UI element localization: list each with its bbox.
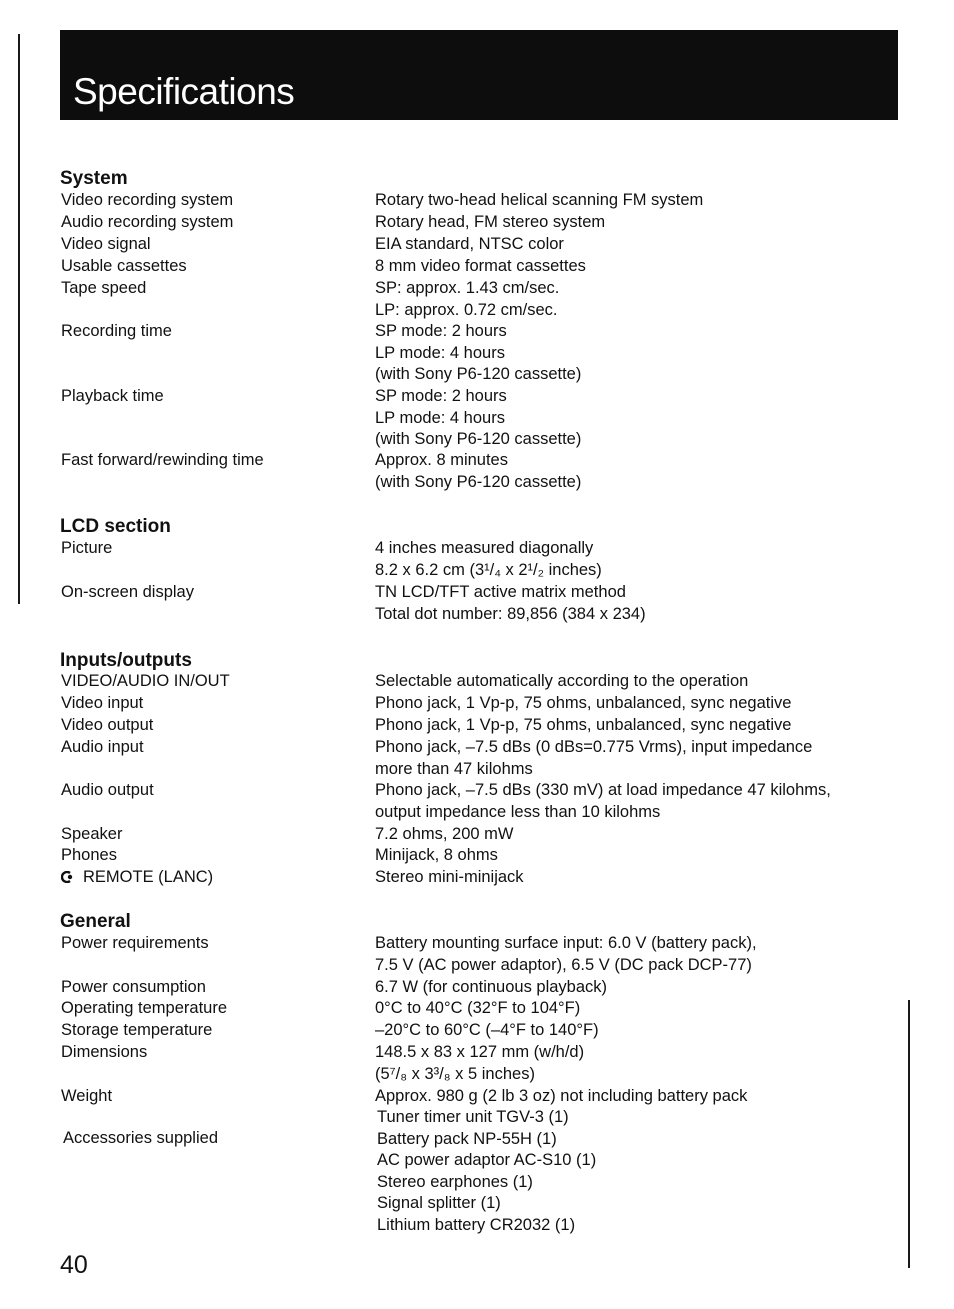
spec-label: On-screen display [61, 583, 194, 601]
spec-value-line: LP mode: 4 hours [375, 343, 505, 362]
spec-value [375, 737, 812, 780]
spec-value [377, 1107, 596, 1237]
spec-value-line: (with Sony P6-120 cassette) [375, 472, 582, 491]
spec-value [375, 977, 607, 999]
spec-value-line: 8.2 x 6.2 cm (3¹/₄ x 2¹/₂ inches) [375, 560, 602, 579]
section-title-general: General [60, 911, 131, 932]
spec-value [375, 824, 513, 846]
spec-value-line: more than 47 kilohms [375, 759, 533, 778]
spec-value-line: Stereo mini-minijack [375, 868, 524, 886]
spec-value [375, 278, 559, 321]
spec-label-remote [61, 867, 213, 889]
header-bar [60, 30, 898, 120]
spec-value [375, 386, 581, 451]
spec-label: Usable cassettes [61, 257, 187, 275]
section-title-lcd: LCD section [60, 516, 171, 537]
spec-label: Fast forward/rewinding time [61, 451, 264, 469]
section-title-inputs-outputs: Inputs/outputs [60, 650, 192, 671]
spec-value-line: Signal splitter (1) [377, 1194, 501, 1213]
spec-value [375, 234, 564, 256]
spec-value-line: 6.7 W (for continuous playback) [375, 978, 608, 996]
spec-value [375, 212, 605, 234]
right-margin-rule [908, 1000, 910, 1268]
spec-label: Weight [61, 1087, 113, 1105]
spec-value-line: Stereo earphones (1) [377, 1172, 533, 1191]
spec-value-line: SP mode: 2 hours [375, 387, 507, 405]
spec-value-line: –20°C to 60°C (–4°F to 140°F) [375, 1021, 599, 1039]
spec-value [375, 780, 831, 823]
spec-value-line: Rotary two-head helical scanning FM system [375, 191, 704, 209]
spec-value [375, 450, 581, 493]
spec-label: Audio recording system [61, 213, 234, 231]
spec-label: Power consumption [61, 978, 206, 996]
spec-value [375, 693, 791, 715]
spec-value-line: AC power adaptor AC-S10 (1) [377, 1151, 597, 1170]
spec-label: Picture [61, 539, 113, 557]
spec-label: Dimensions [61, 1043, 148, 1061]
spec-value [375, 715, 791, 737]
spec-value-line: Phono jack, 1 Vp-p, 75 ohms, unbalanced, sync negative [375, 694, 792, 712]
spec-label: Accessories supplied [63, 1129, 218, 1147]
spec-value-line: LP mode: 4 hours [375, 408, 505, 427]
spec-label: Video output [61, 716, 154, 734]
spec-value-line: Minijack, 8 ohms [375, 846, 498, 864]
spec-value [375, 867, 524, 889]
spec-value-line: 0°C to 40°C (32°F to 104°F) [375, 999, 581, 1017]
spec-label: Video recording system [61, 191, 234, 209]
spec-value [375, 256, 586, 278]
section-title-system: System [60, 168, 128, 189]
spec-value-line: 4 inches measured diagonally [375, 539, 594, 557]
spec-value [375, 1042, 584, 1085]
spec-value-line: LP: approx. 0.72 cm/sec. [375, 300, 558, 319]
spec-value-line: Phono jack, –7.5 dBs (0 dBs=0.775 Vrms), input impedance [375, 738, 813, 756]
spec-value-line: Total dot number: 89,856 (384 x 234) [375, 604, 646, 623]
spec-label: Speaker [61, 825, 123, 843]
spec-value-line: output impedance less than 10 kilohms [375, 802, 661, 821]
spec-value [375, 190, 703, 212]
spec-value-line: Phono jack, –7.5 dBs (330 mV) at load impedance 47 kilohms, [375, 781, 831, 799]
spec-value-line: Approx. 980 g (2 lb 3 oz) not including battery pack [375, 1087, 748, 1105]
spec-value [375, 538, 602, 581]
spec-value-line: EIA standard, NTSC color [375, 235, 564, 253]
spec-value [375, 1086, 747, 1108]
spec-value-line: Phono jack, 1 Vp-p, 75 ohms, unbalanced, sync negative [375, 716, 792, 734]
spec-value-line: TN LCD/TFT active matrix method [375, 583, 626, 601]
spec-label: Operating temperature [61, 999, 228, 1017]
spec-value-line: 7.2 ohms, 200 mW [375, 825, 514, 843]
spec-label: Playback time [61, 387, 164, 405]
spec-value-line: 7.5 V (AC power adaptor), 6.5 V (DC pack DCP-77) [375, 955, 752, 974]
spec-value-line: Battery mounting surface input: 6.0 V (battery pack), [375, 934, 757, 952]
spec-label: Video input [61, 694, 144, 712]
spec-value [375, 582, 646, 625]
spec-label: REMOTE (LANC) [83, 868, 214, 886]
spec-value-line: Lithium battery CR2032 (1) [377, 1215, 576, 1234]
spec-value-line: Selectable automatically according to the operation [375, 672, 749, 690]
spec-label: Storage temperature [61, 1021, 213, 1039]
spec-label: Video signal [61, 235, 151, 253]
spec-value-line: Approx. 8 minutes [375, 451, 508, 469]
spec-label: Recording time [61, 322, 172, 340]
spec-value [375, 845, 498, 867]
lanc-icon [61, 867, 77, 889]
spec-value [375, 1020, 599, 1042]
spec-value-line: (with Sony P6-120 cassette) [375, 430, 582, 449]
spec-value-line: SP: approx. 1.43 cm/sec. [375, 279, 560, 297]
spec-value-line: 148.5 x 83 x 127 mm (w/h/d) [375, 1043, 585, 1061]
spec-value [375, 998, 580, 1020]
spec-label: Audio output [61, 781, 154, 799]
spec-value-line: (5⁷/₈ x 3³/₈ x 5 inches) [375, 1064, 535, 1083]
left-margin-rule [18, 34, 20, 604]
spec-value-line: SP mode: 2 hours [375, 322, 507, 340]
spec-value-line: 8 mm video format cassettes [375, 257, 586, 275]
spec-value-line: Rotary head, FM stereo system [375, 213, 606, 231]
spec-label: Tape speed [61, 279, 147, 297]
spec-value [375, 671, 748, 693]
spec-label: Phones [61, 846, 117, 864]
spec-value-line: (with Sony P6-120 cassette) [375, 365, 582, 384]
spec-value-line: Tuner timer unit TGV-3 (1) [377, 1108, 569, 1126]
spec-value [375, 933, 757, 976]
page-title: Specifications [73, 71, 295, 112]
spec-value-line: Battery pack NP-55H (1) [377, 1129, 557, 1148]
spec-value [375, 321, 581, 386]
spec-label: VIDEO/AUDIO IN/OUT [61, 672, 230, 690]
spec-label: Power requirements [61, 934, 209, 952]
spec-label: Audio input [61, 738, 144, 756]
page-number: 40 [60, 1251, 88, 1279]
